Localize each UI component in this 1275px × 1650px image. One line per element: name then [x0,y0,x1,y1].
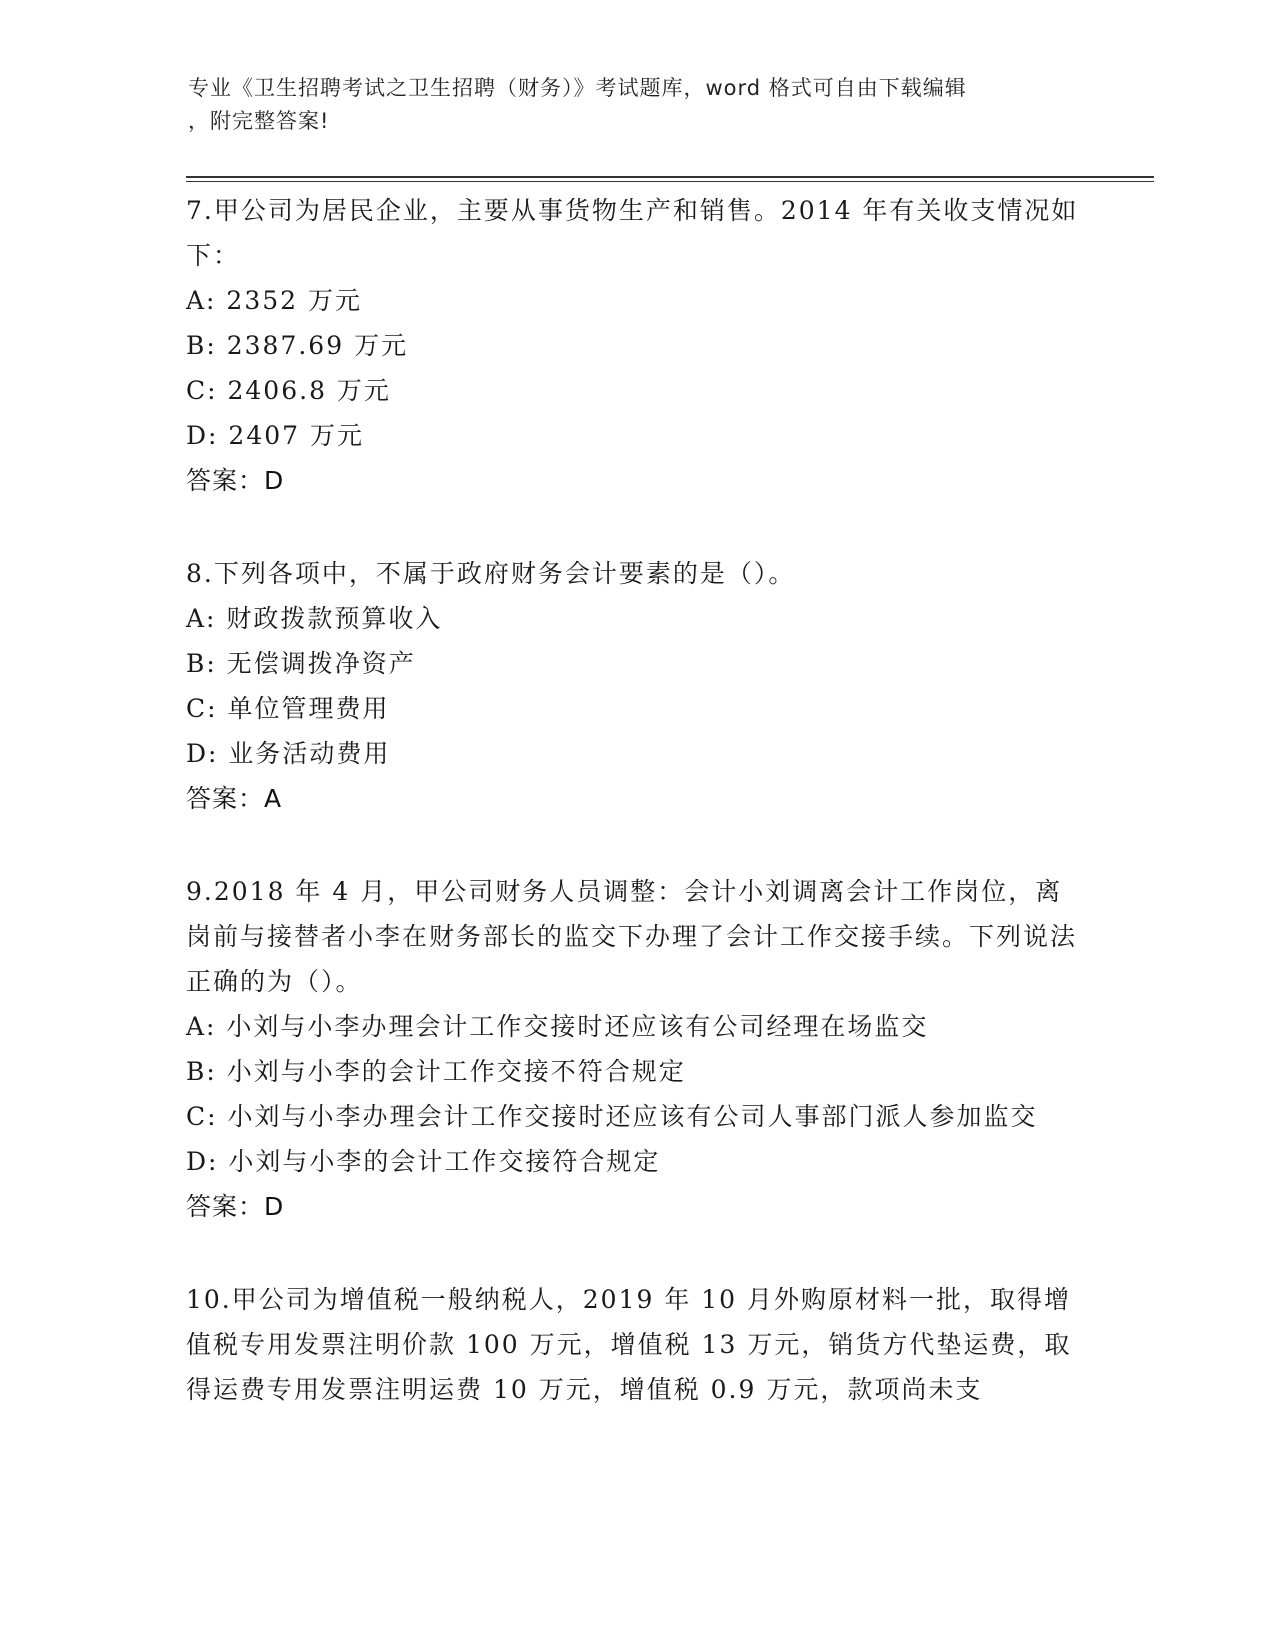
answer: 答案：D [186,1192,285,1221]
answer: 答案：A [186,784,283,813]
header-rule-thin [186,181,1154,182]
option-b: B: 小刘与小李的会计工作交接不符合规定 [186,1057,686,1086]
question-text: 10.甲公司为增值税一般纳税人，2019 年 10 月外购原材料一批，取得增值税专用发票注明价款 100 万元，增值税 13 万元，销货方代垫运费，取得运费专用发票注明运费 10 万元，增值税 0.9 万元，款项尚未支 [186,1285,1072,1404]
option-b: B: 2387.69 万元 [186,331,409,360]
document-header [188,72,1068,138]
option-d: D: 小刘与小李的会计工作交接符合规定 [186,1147,661,1176]
option-b: B: 无偿调拨净资产 [186,649,416,678]
option-a: A: 财政拨款预算收入 [186,604,443,633]
question-text: 7.甲公司为居民企业，主要从事货物生产和销售。2014 年有关收支情况如下： [186,196,1079,270]
header-rule-thick [186,176,1154,178]
option-d: D: 2407 万元 [186,421,364,450]
header-line-2: ，附完整答案! [188,109,330,133]
header-line-1: 专业《卫生招聘考试之卫生招聘（财务）》考试题库，word 格式可自由下载编辑 [188,76,967,100]
option-c: C: 单位管理费用 [186,694,390,723]
option-a: A: 小刘与小李办理会计工作交接时还应该有公司经理在场监交 [186,1012,929,1041]
question-7 [186,188,1086,503]
question-text: 9.2018 年 4 月，甲公司财务人员调整：会计小刘调离会计工作岗位，离岗前与接替者小李在财务部长的监交下办理了会计工作交接手续。下列说法正确的为（）。 [186,877,1078,996]
option-d: D: 业务活动费用 [186,739,391,768]
question-list [186,188,1086,1460]
option-c: C: 2406.8 万元 [186,376,391,405]
question-10 [186,1277,1086,1412]
answer: 答案：D [186,466,285,495]
question-9 [186,869,1086,1229]
option-a: A: 2352 万元 [186,286,362,315]
option-c: C: 小刘与小李办理会计工作交接时还应该有公司人事部门派人参加监交 [186,1102,1038,1131]
question-text: 8.下列各项中，不属于政府财务会计要素的是（）。 [186,559,796,588]
question-8 [186,551,1086,821]
